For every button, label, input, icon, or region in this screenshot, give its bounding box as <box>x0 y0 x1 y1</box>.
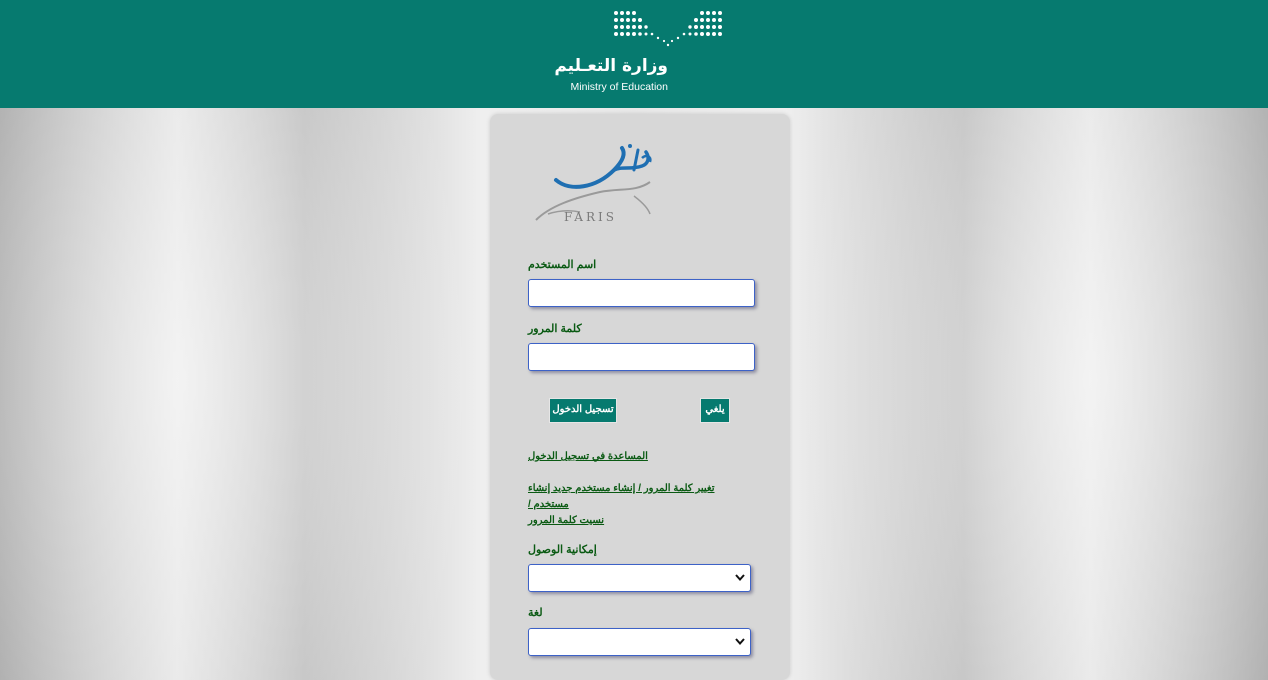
ministry-logo-icon <box>612 10 724 48</box>
password-input[interactable] <box>528 343 755 371</box>
login-help-link[interactable]: المساعدة في تسجيل الدخول <box>528 451 648 462</box>
change-password-link-line2: نسيت كلمة المرور <box>528 515 605 526</box>
username-label: اسم المستخدم <box>528 259 597 271</box>
password-label: كلمة المرور <box>528 323 582 335</box>
ministry-name-arabic: وزارة التعـليم <box>554 56 668 76</box>
change-password-link-line1: تغيير كلمة المرور / إنشاء مستخدم جديد إنشاء مستخدم / <box>528 483 715 510</box>
faris-logo-icon <box>530 136 656 228</box>
ministry-name-english: Ministry of Education <box>570 81 668 93</box>
username-input[interactable] <box>528 279 755 307</box>
change-password-link[interactable] <box>528 481 748 529</box>
language-label: لغة <box>528 607 543 619</box>
accessibility-select[interactable] <box>528 564 751 592</box>
accessibility-label: إمكانية الوصول <box>528 544 597 556</box>
chevron-down-icon <box>734 635 746 647</box>
faris-logo-text: FARIS <box>564 210 617 224</box>
ministry-header <box>0 0 1268 108</box>
cancel-button[interactable]: يلغي <box>700 398 730 423</box>
login-button[interactable]: تسجيل الدخول <box>549 398 617 423</box>
language-select[interactable] <box>528 628 751 656</box>
chevron-down-icon <box>734 571 746 583</box>
